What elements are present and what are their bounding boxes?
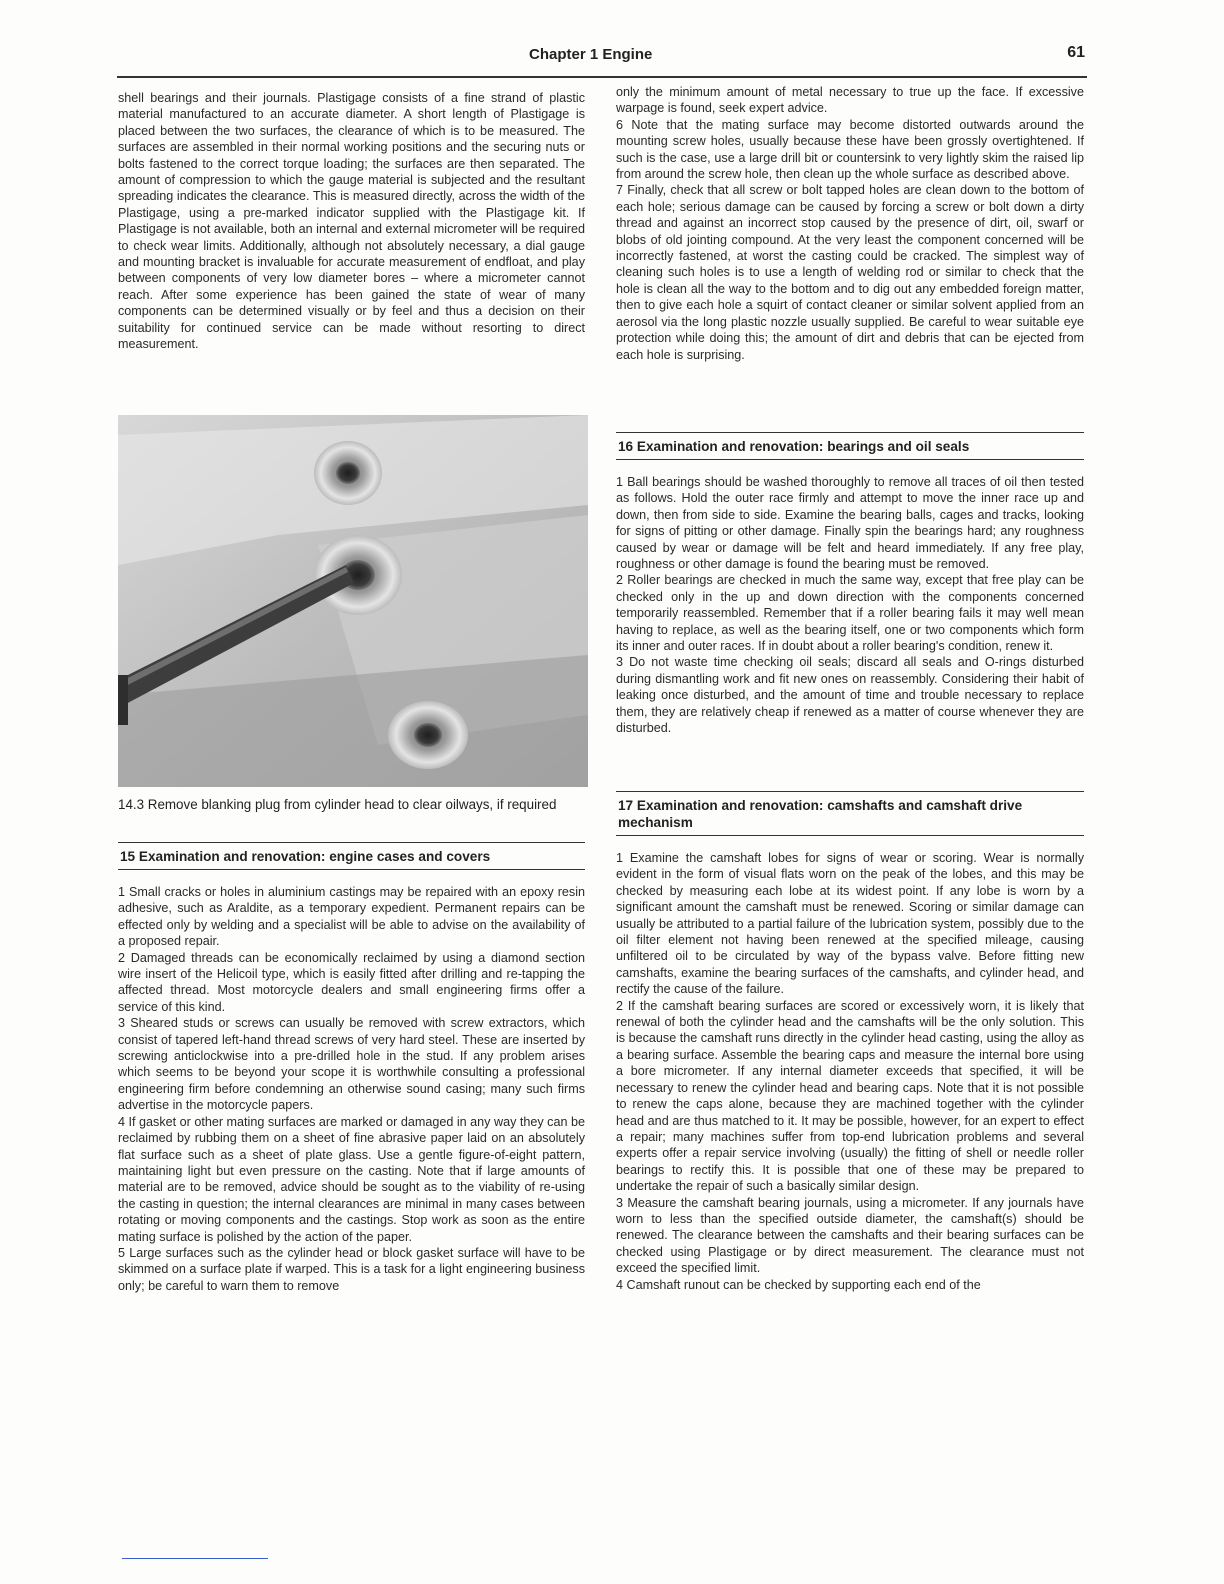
section-16: [616, 432, 1084, 737]
page-header: [117, 40, 1087, 78]
figure-photo: [118, 415, 588, 787]
paragraph: 7 Finally, check that all screw or bolt tapped holes are clean down to the bottom of each hole; serious damage can be caused by forcing a screw or bolt down a dirty thread and against an incorrect stop caused by the presence of dirt, oil, swarf or blobs of old jointing compound. At the very least the component concerned will be incorrectly fastened, at worst the casting could be cracked. The simplest way of cleaning such holes is to use a length of welding rod or similar to check that the hole is clean all the way to the bottom and to dig out any embedded foreign matter, then to give each hole a squirt of contact cleaner or similar solvent applied from an aerosol via the long plastic nozzle usually supplied. Be careful to wear suitable eye protection while doing this; the amount of dirt and debris that can be ejected from each hole is surprising.: [616, 183, 1084, 362]
section-17: [616, 791, 1084, 1293]
page-number: 61: [1067, 44, 1085, 61]
figure-caption: 14.3 Remove blanking plug from cylinder head to clear oilways, if required: [118, 797, 557, 812]
paragraph: 6 Note that the mating surface may become distorted outwards around the mounting screw holes, usually because these have been grossly overtightened. If such is the case, use a large drill bit or countersink to very lightly skim the raised lip from around the screw hole, then clean up the whole surface as described above.: [616, 117, 1084, 182]
section-17-title: 17 Examination and renovation: camshafts and camshaft drive mechanism: [616, 791, 1084, 836]
section-15: [118, 842, 585, 1294]
section-15-title: 15 Examination and renovation: engine cases and covers: [118, 842, 585, 870]
paragraph: 3 Do not waste time checking oil seals; discard all seals and O-rings disturbed during dismantling work and fit new ones on reassembly. Considering their habit of leaking once disturbed, and the amount of time and trouble necessary to replace them, they are relatively cheap if renewed as a matter of course whenever they are disturbed.: [616, 655, 1084, 736]
paragraph: 3 Measure the camshaft bearing journals, using a micrometer. If any journals have worn to less than the specified outside diameter, the camshaft(s) should be renewed. The clearance between the camshafts and their bearing surfaces can be checked using Plastigage or by direct measurement. The clearance must not exceed the specified limit.: [616, 1195, 1084, 1276]
paragraph: 1 Ball bearings should be washed thoroughly to remove all traces of oil then tested as follows. Hold the outer race firmly and attempt to move the inner race up and down, then from side to side. Examine the bearing balls, cages and tracks, looking for signs of pitting or other damage. Finally spin the bearings hard; any roughness caused by wear or damage will be felt and heard immediately. If any free play, roughness or other damage is found the bearing must be removed.: [616, 475, 1084, 572]
paragraph: 5 Large surfaces such as the cylinder head or block gasket surface will have to be skimmed on a surface plate if warped. This is a task for a light engineering business only; be careful to warn them to remove: [118, 1245, 585, 1293]
paragraph: 3 Sheared studs or screws can usually be removed with screw extractors, which consist of tapered left-hand thread screws of very hard steel. These are inserted by screwing anticlockwise into a pre-drilled hole in the stud. If any problem arises which seems to be beyond your scope it is worthwhile consulting a professional engineering firm before condemning an otherwise sound casing; many such firms advertise in the motorcycle papers.: [118, 1016, 585, 1113]
cylinder-head-photo: [118, 415, 588, 787]
paragraph: 1 Small cracks or holes in aluminium castings may be repaired with an epoxy resin adhesive, such as Araldite, as a temporary expedient. Permanent repairs can be effected only by welding and a specialist will be able to advise on the availability of a proposed repair.: [118, 885, 585, 949]
section-16-title: 16 Examination and renovation: bearings and oil seals: [616, 432, 1084, 460]
paragraph: shell bearings and their journals. Plastigage consists of a fine strand of plastic material manufactured to an accurate diameter. A short length of Plastigage is placed between the two surfaces, the clearance of which is to be measured. The surfaces are assembled in their normal working positions and the securing nuts or bolts fastened to the correct torque loading; the surfaces are then separated. The amount of compression to which the gauge material is subjected and the resultant spreading indicates the clearance. This is measured directly, across the width of the Plastigage, using a pre-marked indicator supplied with the Plastigage kit. If Plastigage is not available, both an internal and external micrometer will be required to check wear limits. Additionally, although not absolutely necessary, a dial gauge and mounting bracket is invaluable for accurate measurement of endfloat, and play between components of very low diameter bores – where a micrometer cannot reach. After some experience has been gained the state of wear of many components can be determined visually or by feel and thus a decision on their suitability for continued service can be made without resorting to direct measurement.: [118, 91, 585, 352]
paragraph: only the minimum amount of metal necessary to true up the face. If excessive warpage is found, seek expert advice.: [616, 85, 1084, 116]
paragraph: 2 If the camshaft bearing surfaces are scored or excessively worn, it is likely that renewal of both the cylinder head and the camshafts will be the only solution. This is because the camshaft runs directly in the cylinder head casting, using the alloy as a bearing surface. Assemble the bearing caps and measure the internal bore using a bore micrometer. If any internal diameter exceeds that specified, it will be necessary to renew the cylinder head and bearing caps. Note that it is not possible to renew the caps alone, because they are machined together with the cylinder head and are thus matched to it. It may be possible, however, for an expert to effect a repair; many machines suffer from top-end lubrication problems and several experts offer a repair service involving (usually) the fitting of shell or needle roller bearings to rectify this. It is possible that one of these may be prepared to undertake the repair of such a basically similar design.: [616, 998, 1084, 1194]
paragraph: 1 Examine the camshaft lobes for signs of wear or scoring. Wear is normally evident in the form of visual flats worn on the peak of the lobes, and this may be checked by measuring each lobe at its widest point. If any lobe is worn by a significant amount the camshaft must be renewed. Scoring or similar damage can usually be attributed to a partial failure of the lubrication system, possibly due to the oil filter element not having been renewed at the specified mileage, causing unfiltered oil to be circulated by way of the bypass valve. Before fitting new camshafts, examine the bearing surfaces of the camshafts, and cylinder head, and rectify the cause of the failure.: [616, 851, 1084, 997]
right-continuation: [616, 84, 1084, 363]
paragraph: 2 Roller bearings are checked in much the same way, except that free play can be checked only in the up and down direction with the components concerned temporarily reassembled. Remember that if a roller bearing fails it may well mean having to replace, as well as the bearing itself, one or two components which form its inner and outer races. If in doubt about a roller bearing's condition, renew it.: [616, 573, 1084, 654]
paragraph: 2 Damaged threads can be economically reclaimed by using a diamond section wire insert of the Helicoil type, which is easily fitted after drilling and re-tapping the affected thread. Most motorcycle dealers and small engineering firms offer a service of this kind.: [118, 950, 585, 1014]
footer-rule: [122, 1558, 268, 1559]
left-intro-text: [118, 90, 585, 353]
chapter-title: Chapter 1 Engine: [529, 46, 653, 63]
paragraph: 4 Camshaft runout can be checked by supporting each end of the: [616, 1277, 981, 1292]
paragraph: 4 If gasket or other mating surfaces are marked or damaged in any way they can be reclaimed by rubbing them on a sheet of fine abrasive paper laid on an absolutely flat surface such as a sheet of plate glass. Use a gentle figure-of-eight pattern, maintaining light but even pressure on the casting. Note that if large amounts of material are to be removed, advice should be sought as to the viability of re-using the casting in question; the internal clearances are minimal in many cases between rotating or moving components and the castings. Stop work as soon as the entire mating surface is polished by the action of the paper.: [118, 1114, 585, 1244]
